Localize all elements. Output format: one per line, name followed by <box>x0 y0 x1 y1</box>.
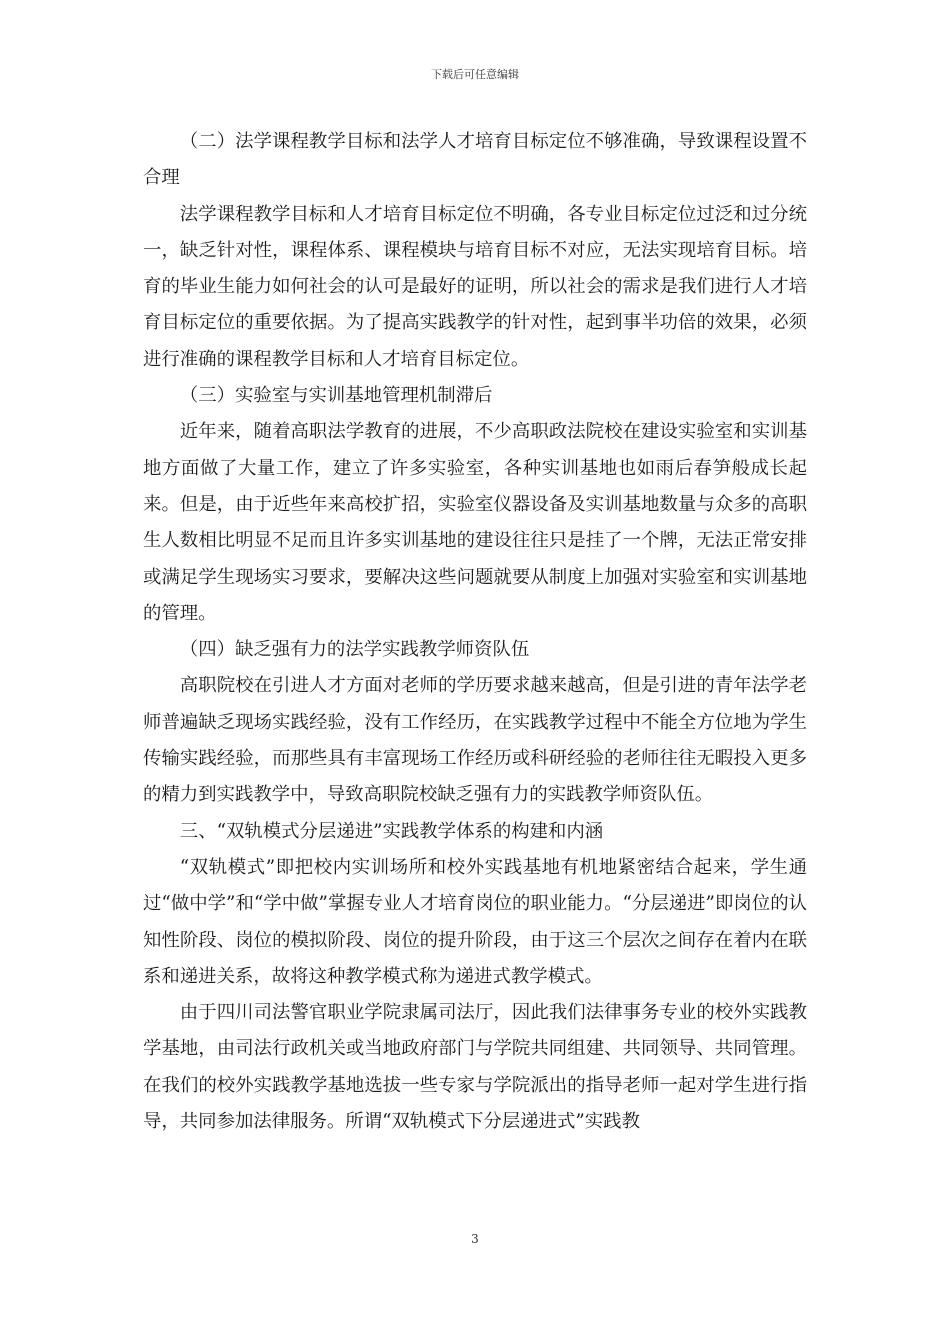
body-paragraph: 高职院校在引进人才方面对老师的学历要求越来越高，但是引进的青年法学老师普遍缺乏现场实践经验，没有工作经历，在实践教学过程中不能全方位地为学生传输实践经验，而那些具有丰富现场工作经历或科研经验的老师往往无暇投入更多的精力到实践教学中，导致高职院校缺乏强有力的实践教学师资队伍。 <box>143 675 807 806</box>
page-number: 3 <box>471 1232 479 1246</box>
body-paragraph: 近年来，随着高职法学教育的进展，不少高职政法院校在建设实验室和实训基地方面做了大量工作，建立了许多实验室，各种实训基地也如雨后春笋般成长起来。但是，由于近些年来高校扩招，实验室仪器设备及实训基地数量与众多的高职生人数相比明显不足而且许多实训基地的建设往往只是挂了一个牌，无法正常安排或满足学生现场实习要求，要解决这些问题就要从制度上加强对实验室和实训基地的管理。 <box>143 421 807 624</box>
page-header: 下载后可任意编辑 <box>431 68 519 81</box>
body-paragraph: “双轨模式”即把校内实训场所和校外实践基地有机地紧密结合起来，学生通过“做中学”和“学中做”掌握专业人才培育岗位的职业能力。“分层递进”即岗位的认知性阶段、岗位的模拟阶段、岗位的提升阶段，由于这三个层次之间存在着内在联系和递进关系，故将这种教学模式称为递进式教学模式。 <box>143 856 807 987</box>
section-heading-3: （三）实验室与实训基地管理机制滞后 <box>179 385 493 407</box>
body-paragraph: 法学课程教学目标和人才培育目标定位不明确，各专业目标定位过泛和过分统一，缺乏针对性，课程体系、课程模块与培育目标不对应，无法实现培育目标。培育的毕业生能力如何社会的认可是最好的证明，所以社会的需求是我们进行人才培育目标定位的重要依据。为了提高实践教学的针对性，起到事半功倍的效果，必须进行准确的课程教学目标和人才培育目标定位。 <box>143 203 807 370</box>
chapter-heading-3: 三、“双轨模式分层递进”实践教学体系的构建和内涵 <box>179 820 604 842</box>
document-body <box>143 124 807 1140</box>
section-heading-4: （四）缺乏强有力的法学实践教学师资队伍 <box>179 639 530 661</box>
section-heading-2: （二）法学课程教学目标和法学人才培育目标定位不够准确，导致课程设置不合理 <box>143 131 807 189</box>
body-paragraph: 由于四川司法警官职业学院隶属司法厅，因此我们法律事务专业的校外实践教学基地，由司法行政机关或当地政府部门与学院共同组建、共同领导、共同管理。在我们的校外实践教学基地选拔一些专家与学院派出的指导老师一起对学生进行指导，共同参加法律服务。所谓“双轨模式下分层递进式”实践教 <box>143 1002 807 1133</box>
